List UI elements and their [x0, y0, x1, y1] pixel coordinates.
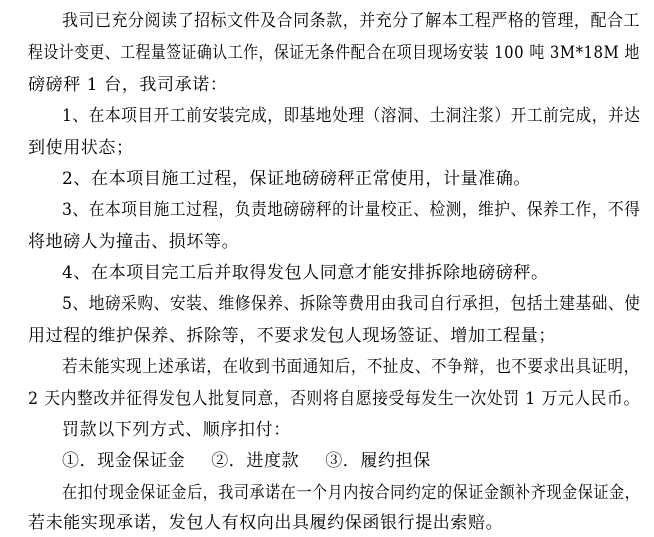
deduction-line-1: 罚款以下列方式、顺序扣付：	[62, 420, 291, 440]
item-3-line-1: 3、在本项目施工过程，负责地磅磅秤的计量校正、检测，维护、保养工作，不得	[62, 200, 641, 220]
item-5-line-2: 用过程的维护保养、拆除等，不要求发包人现场签证、增加工程量；	[28, 326, 556, 346]
deduction-option-progress-payment: ②．进度款	[211, 451, 300, 471]
penalty-line-2: 2 天内整改并征得发包人批复同意，否则将自愿接受每发生一次处罚 1 万元人民币。	[28, 389, 640, 409]
penalty-line-1: 若未能实现上述承诺，在收到书面通知后，不扯皮、不争辩，也不要求出具证明，	[62, 357, 640, 377]
item-5-line-1: 5、地磅采购、安装、维修保养、拆除等费用由我司自行承担，包括土建基础、使	[62, 294, 641, 314]
deduction-options	[62, 448, 431, 474]
intro-line-1: 我司已充分阅读了招标文件及合同条款，并充分了解本工程严格的管理，配合工	[62, 11, 640, 31]
item-1-line-2: 到使用状态；	[28, 138, 134, 158]
intro-line-2: 程设计变更、工程量签证确认工作，保证无条件配合在项目现场安装 100 吨 3M*18M 地	[28, 43, 640, 63]
closing-line-1: 在扣付现金保证金后，我司承诺在一个月内按合同约定的保证金额补齐现金保证金，	[62, 483, 641, 503]
item-2-line-1: 2、在本项目施工过程，保证地磅磅秤正常使用，计量准确。	[62, 169, 532, 189]
item-1-line-1: 1、在本项目开工前安装完成，即基地处理（溶洞、土洞注浆）开工前完成，并达	[62, 106, 641, 126]
item-4-line-1: 4、在本项目完工后并取得发包人同意才能安排拆除地磅磅秤。	[62, 263, 549, 283]
closing-line-2: 若未能实现承诺，发包人有权向出具履约保函银行提出索赔。	[28, 513, 504, 533]
intro-line-3: 磅磅秤 1 台，我司承诺：	[28, 75, 228, 95]
item-3-line-2: 将地磅人为撞击、损坏等。	[28, 232, 240, 252]
deduction-option-performance-bond: ③．履约担保	[325, 451, 431, 471]
deduction-option-cash-deposit: ①．现金保证金	[62, 451, 186, 471]
